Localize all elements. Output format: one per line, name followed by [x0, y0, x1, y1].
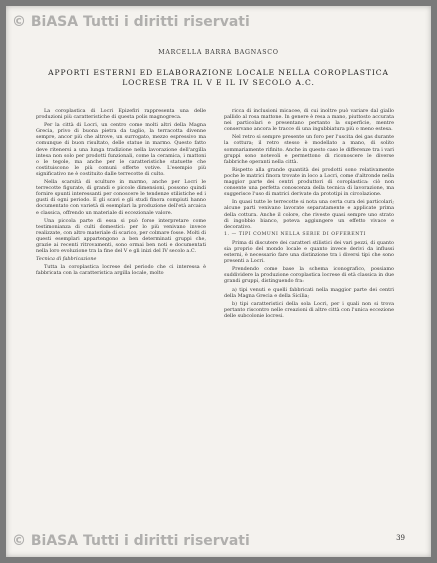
paragraph: In quasi tutte le terrecotte si nota una certa cura dei particolari; alcune parti venivano lavorate separatamente e applicate prima della cottura. Anche il colore, che riveste quasi sempre uno strato di ingobbio bianco, poteva aggiungere un effetto vivace e decorativo.: [224, 199, 394, 230]
watermark-bottom: © BiASA Tutti i diritti riservati: [12, 533, 250, 549]
page-number: 39: [396, 534, 405, 542]
list-item: a) tipi venuti e quelli fabbricati nella maggior parte dei centri della Magna Grecia e della Sicilia;: [224, 286, 394, 299]
paragraph: Nella scarsità di sculture in marmo, anche per Locri le terrecotte figurate, di grandi e piccole dimensioni, possono quindi fornire spunti interessanti per conoscere le tendenze stilistiche ed i gusti di ogni periodo. E gli scavi e gli studi finora compiuti hanno documentato con varietà di esemplari la produzione dell'età arcaica e classica, offrendo un materiale di eccezionale valore.: [36, 179, 206, 216]
subheading: Tecnica di fabbricazione: [36, 256, 97, 263]
paragraph: Prendendo come base la schema iconografico, possiamo suddividere la produzione coroplastica locrese di età classica in due grandi gruppi, distinguendo fra:: [224, 266, 394, 285]
left-column: [36, 108, 206, 528]
paragraph: Rispetto alla grande quantità dei prodotti sono relativamente poche le matrici finora trovate in loco a Locri, come d'altronde nella maggior parte dei centri produttori di coroplastica: ciò non consente una perfetta conoscenza della tecnica di lavorazione, ma suggerisce l'uso di matrici derivate da prototipi in circolazione.: [224, 166, 394, 198]
article-title: APPORTI ESTERNI ED ELABORAZIONE LOCALE NELLA COROPLASTICA LOCRESE TRA IL V E IL IV SECOLO A.C.: [48, 68, 389, 87]
author-name: MARCELLA BARRA BAGNASCO: [158, 49, 279, 56]
paragraph: La coroplastica di Locri Epizefiri rappresenta una delle produzioni più caratteristiche di questa polis magnogreca.: [36, 108, 206, 121]
right-column: [224, 108, 394, 528]
paragraph: Nel retro si sempre presente un foro per l'uscita dei gas durante la cottura; il retro stesso è modellato a mano, di solito sommariamente rifinito. Anche in questo caso le differenze tra i vari gruppi sono notevoli e permettono di riconoscere le diverse fabbriche operanti nella città.: [224, 134, 394, 165]
list-item: b) tipi caratteristici della sola Locri, per i quali non si trova pertanto riscontro nelle creazioni di altre città con l'unica eccezione delle subcolonie locresi.: [224, 300, 394, 319]
document-page: [6, 6, 431, 557]
paragraph: Una piccola parte di essa si può forse interpretare come testimonianza di culti domestici: per lo più venivano invece realizzate, con altro materiale di scarico, per colmare fosse. Molti di questi esemplari appartengono a ben determinati gruppi che, grazie ai recenti ritrovamenti, sono ormai ben noti e documentati nella loro evoluzione tra la fine del V e gli inizi del IV secolo a.C.: [36, 217, 206, 255]
paragraph: Per la città di Locri, un centro come molti altri della Magna Grecia, privo di buona pietra da taglio, la terracotta divenne sempre, ancor più che altrove, un surrogato, mezzo espressivo ma comunque di buon risultato, delle statue in marmo. Questo fatto deve ritenersi a una lunga tradizione nella lavorazione dell'argilla intesa non solo per prodotti funzionali, come la ceramica, i mattoni o le tegole, ma anche per le caratteristiche statuette che costituiscono le più comuni offerte votive. L'esempio più significativo ne è costituito dalle terrecotte di culto.: [36, 122, 206, 177]
paragraph: ricca di inclusioni micacee, di cui inoltre può variare dal giallo pallido al rosa mattone. In genere è resa a mano, piuttosto accurata nei particolari e presentano pertanto la superficie, mentre conservano ancora le tracce di una ingubbiatura più o meno estesa.: [224, 108, 394, 133]
paragraph: Tutta la coroplastica locrese del periodo che ci interessa è fabbricata con la caratteristica argilla locale, molto: [36, 264, 206, 277]
watermark-top: © BiASA Tutti i diritti riservati: [12, 14, 250, 30]
paragraph: Prima di discutere dei caratteri stilistici dei vari pezzi, di quanto sia proprio del mondo locale e quanto invece derivi da influssi esterni, è necessario fare una distinzione tra i diversi tipi che sono presenti a Locri.: [224, 239, 394, 265]
section-heading: 1. — TIPI COMUNI NELLA SERIE DI OFFERENTI: [224, 231, 366, 237]
